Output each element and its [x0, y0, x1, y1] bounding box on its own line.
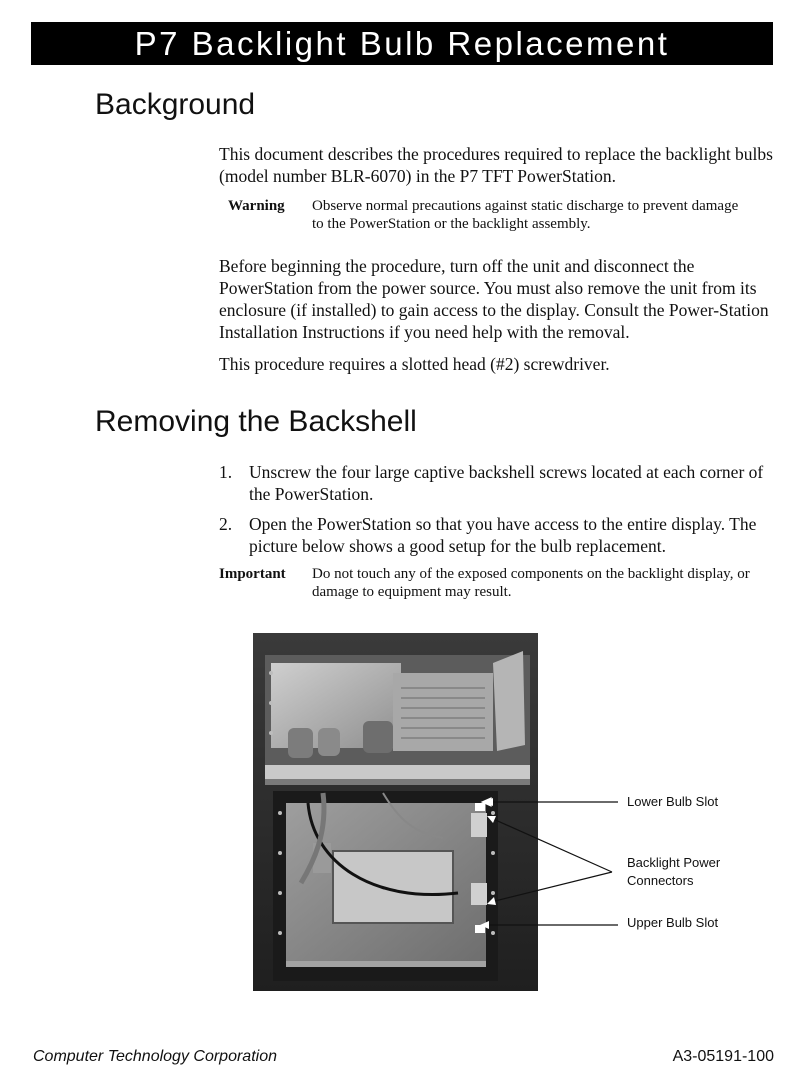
tools-paragraph: This procedure requires a slotted head (#2) screwdriver. [219, 354, 610, 374]
callout-lower-bulb-slot: Lower Bulb Slot [627, 794, 719, 809]
callout-backlight-power-line2: Connectors [627, 873, 694, 888]
important-text: Do not touch any of the exposed components on the backlight display, or damage to equipment may result. [312, 566, 750, 600]
callout-upper-bulb-slot: Upper Bulb Slot [627, 915, 719, 930]
warning-label: Warning [228, 198, 285, 214]
step-number: 2. [219, 514, 233, 534]
section-heading-background: Background [95, 88, 256, 121]
callout-backlight-power-line1: Backlight Power [627, 855, 721, 870]
warning-text: Observe normal precautions against static discharge to prevent damage to the PowerStation or the backlight assembly. [312, 198, 739, 232]
preparation-paragraph: Before beginning the procedure, turn off the unit and disconnect the PowerStation from the power source. You must also remove the unit from its enclosure (if installed) to gain access to the display. Consult the Power-Station Installation Instructions if you need help with the removal. [219, 256, 769, 342]
footer-doc-number: A3-05191-100 [672, 1048, 774, 1065]
step-text: Open the PowerStation so that you have access to the entire display. The picture below shows a good setup for the bulb replacement. [249, 514, 757, 556]
important-label: Important [219, 566, 286, 582]
page-title: P7 Backlight Bulb Replacement [31, 22, 773, 65]
step-text: Unscrew the four large captive backshell screws located at each corner of the PowerStation. [249, 462, 764, 504]
intro-paragraph: This document describes the procedures required to replace the backlight bulbs (model number BLR-6070) in the P7 TFT PowerStation. [219, 144, 773, 186]
step-number: 1. [219, 462, 233, 482]
footer-company: Computer Technology Corporation [33, 1048, 277, 1065]
section-heading-backshell: Removing the Backshell [95, 405, 417, 438]
